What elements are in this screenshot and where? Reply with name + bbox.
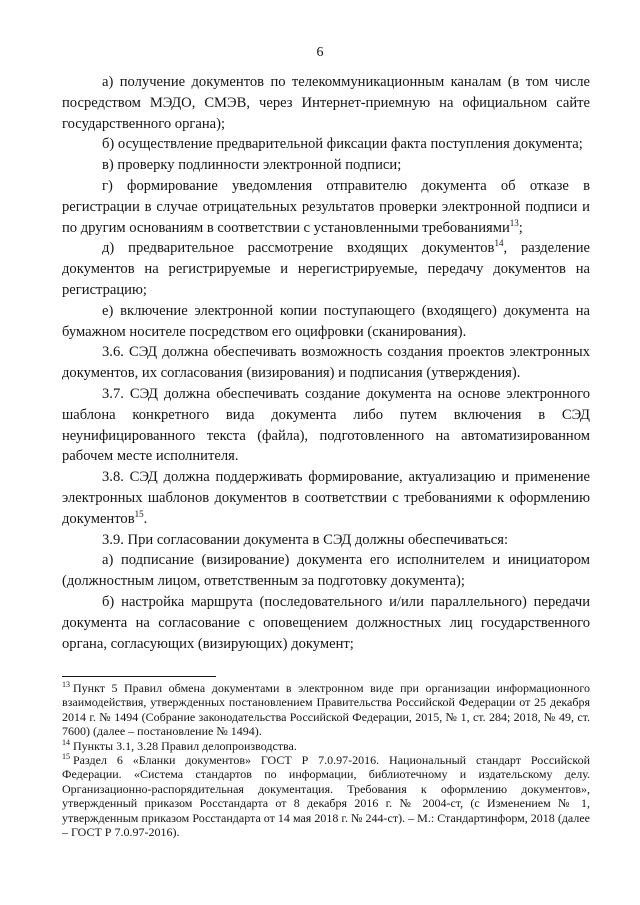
footnote-ref-14[interactable]: 14 xyxy=(494,238,504,249)
paragraph-3-7: 3.7. СЭД должна обеспечивать создание документа на основе электронного шаблона конкретного вида документа либо путем включения в СЭД неунифицированного текста (файла), подготовленного на автоматизированном рабочем месте исполнителя. xyxy=(62,385,590,465)
paragraph-text: 3.8. СЭД должна поддерживать формирование, актуализацию и применение электронных шаблонов документов в соответствии с требованиями к оформлению документов xyxy=(62,469,590,527)
footnote-text: Пункты 3.1, 3.28 Правил делопроизводства. xyxy=(73,738,297,753)
punctuation: ; xyxy=(518,219,523,236)
document-body xyxy=(62,72,590,654)
footnote-number: 13 xyxy=(62,680,70,689)
paragraph-item-e-scanning: е) включение электронной копии поступающего (входящего) документа на бумажном носителе посредством его оцифровки (сканирования). xyxy=(62,302,590,340)
footnote-14 xyxy=(62,739,590,753)
paragraph-text: д) предварительное рассмотрение входящих документов xyxy=(102,240,495,257)
paragraph-3-9: 3.9. При согласовании документа в СЭД должны обеспечиваться: xyxy=(102,531,508,548)
paragraph-3-9-item-b: б) настройка маршрута (последовательного и/или параллельного) передачи документа на согласование с оповещением должностных лиц государственного органа, согласующих (визирующих) документ; xyxy=(62,593,590,652)
footnote-ref-13[interactable]: 13 xyxy=(509,217,519,228)
footnote-number: 14 xyxy=(62,737,70,747)
paragraph-text-continued: , разделение документов на регистрируемые и нерегистрируемые, передачу документов на регистрацию; xyxy=(62,240,590,298)
punctuation: . xyxy=(143,510,148,527)
footnote-13 xyxy=(62,681,590,739)
footnote-text: Раздел 6 «Бланки документов» ГОСТ Р 7.0.97-2016. Национальный стандарт Российской Федерации. «Система стандартов по информации, библиотечному и издательскому делу. Организационно-распорядительная документация. Требования к оформлению документов», утвержденный приказом Росстандарта от 8 декабря 2016 г. № 2004-ст, (с Изменением № 1, утвержденным приказом Росстандарта от 14 мая 2018 г. № 244-ст). – М.: Стандартинформ, 2018 (далее – ГОСТ Р 7.0.97-2016). xyxy=(62,753,590,840)
paragraph-item-g-refusal-notice xyxy=(62,176,590,238)
footnote-number: 15 xyxy=(62,752,70,762)
paragraph-text: г) формирование уведомления отправителю документа об отказе в регистрации в случае отрицательных результатов проверки электронной подписи и по другим основаниям в соответствии с установленными требованиями xyxy=(62,177,590,236)
paragraph-item-b-fixation: б) осуществление предварительной фиксации факта поступления документа; xyxy=(102,136,583,153)
footnote-ref-15[interactable]: 15 xyxy=(134,508,144,519)
paragraph-3-9-item-a: а) подписание (визирование) документа его исполнителем и инициатором (должностным лицом, ответственным за подготовку документа); xyxy=(62,552,590,590)
footnote-separator xyxy=(62,676,216,677)
paragraph-3-6: 3.6. СЭД должна обеспечивать возможность создания проектов электронных документов, их согласования (визирования) и подписания (утверждения). xyxy=(62,344,590,382)
page-number: 6 xyxy=(316,45,324,60)
paragraph-3-8 xyxy=(62,467,590,529)
footnote-text: Пункт 5 Правил обмена документами в электронном виде при организации информационного взаимодействия, утвержденных постановлением Правительства Российской Федерации от 25 декабря 2014 г. № 1494 (Собрание законодательства Российской Федерации, 2015, № 1, ст. 284; 2018, № 49, ст. 7600) (далее – постановление № 1494). xyxy=(62,681,590,739)
paragraph-item-a-receiving: а) получение документов по телекоммуникационным каналам (в том числе посредством МЭДО, СМЭВ, через Интернет-приемную на официальном сайте государственного органа); xyxy=(62,74,590,132)
paragraph-item-d-preliminary-review xyxy=(62,238,590,300)
footnotes-section xyxy=(62,676,590,839)
paragraph-item-v-signature-check: в) проверку подлинности электронной подписи; xyxy=(102,157,402,174)
footnote-15 xyxy=(62,753,590,839)
